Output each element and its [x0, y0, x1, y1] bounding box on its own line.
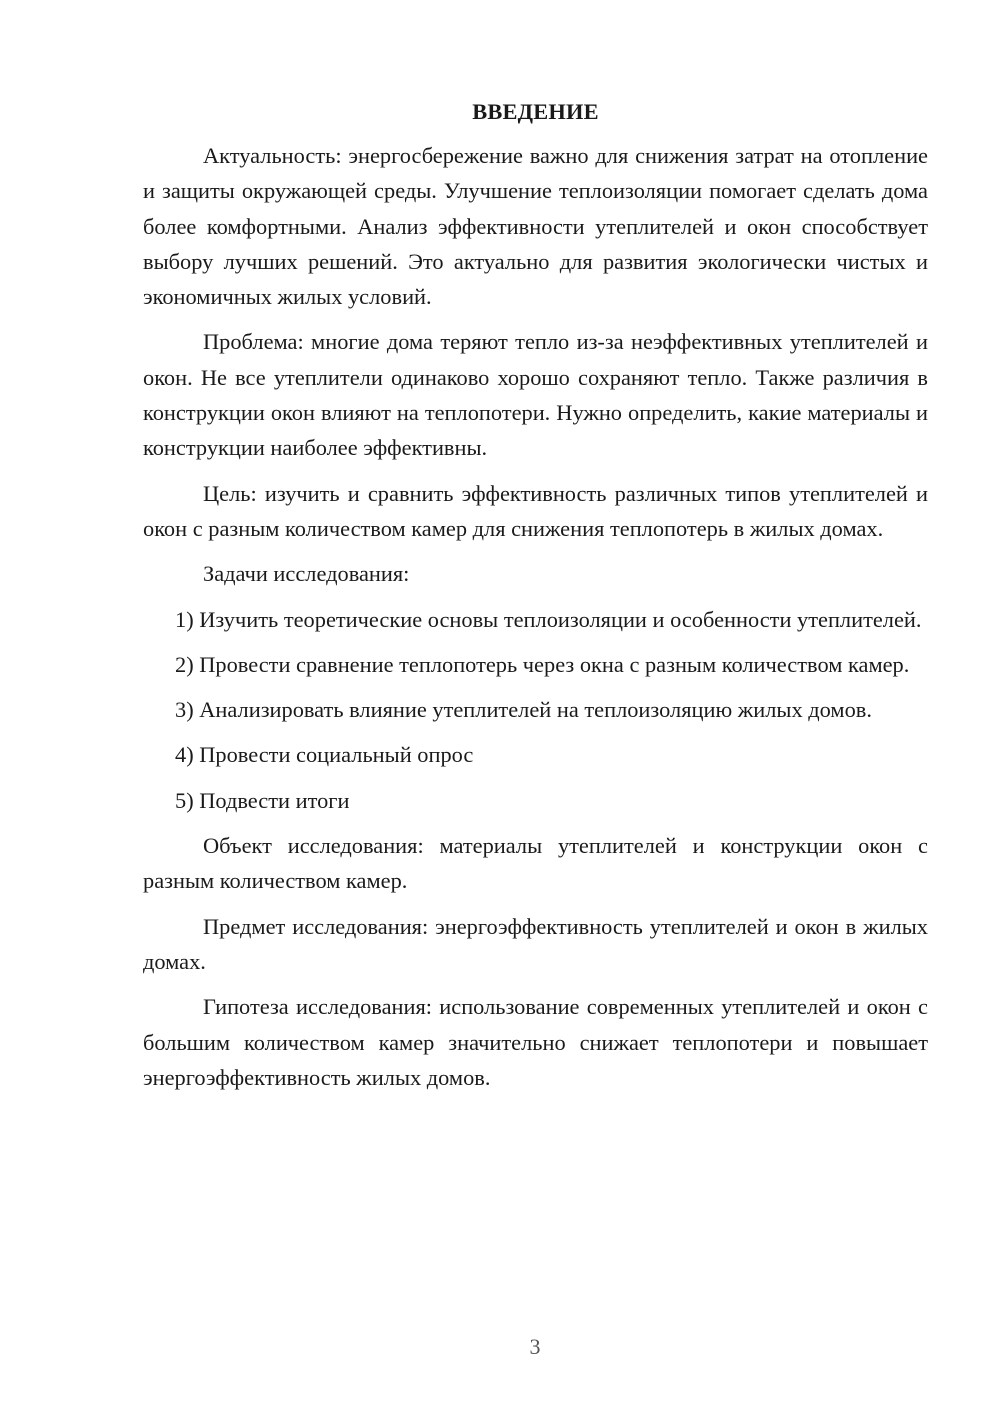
tasks-heading: Задачи исследования:: [203, 561, 410, 587]
task-item-1: 1) Изучить теоретические основы теплоизоляции и особенности утеплителей.: [175, 606, 922, 632]
task-item-3: 3) Анализировать влияние утеплителей на теплоизоляцию жилых домов.: [175, 697, 872, 723]
page-number: 3: [529, 1334, 541, 1359]
section-title: ВВЕДЕНИЕ: [472, 99, 599, 124]
goal-paragraph: Цель: изучить и сравнить эффективность различных типов утеплителей и окон с разным количеством камер для снижения теплопотерь в жилых домах.: [143, 480, 928, 541]
problem-paragraph: Проблема: многие дома теряют тепло из-за неэффективных утеплителей и окон. Не все утеплители одинаково хорошо сохраняют тепло. Также различия в конструкции окон влияют на теплопотери. Нужно определить, какие материалы и конструкции наиболее эффективны.: [143, 329, 928, 461]
relevance-paragraph: Актуальность: энергосбережение важно для снижения затрат на отопление и защиты окружающей среды. Улучшение теплоизоляции помогает сделать дома более комфортными. Анализ эффективности утеплителей и окон способствует выбору лучших решений. Это актуально для развития экологически чистых и экономичных жилых условий.: [143, 143, 928, 310]
task-item-5: 5) Подвести итоги: [175, 787, 350, 813]
document-body: [143, 94, 928, 1105]
object-paragraph: Объект исследования: материалы утеплителей и конструкции окон с разным количеством камер.: [143, 833, 928, 894]
task-item-2: 2) Провести сравнение теплопотерь через окна с разным количеством камер.: [175, 651, 910, 677]
hypothesis-paragraph: Гипотеза исследования: использование современных утеплителей и окон с большим количеством камер значительно снижает теплопотери и повышает энергоэффективность жилых домов.: [143, 994, 928, 1090]
subject-paragraph: Предмет исследования: энергоэффективность утеплителей и окон в жилых домах.: [143, 913, 928, 974]
task-item-4: 4) Провести социальный опрос: [175, 742, 474, 768]
